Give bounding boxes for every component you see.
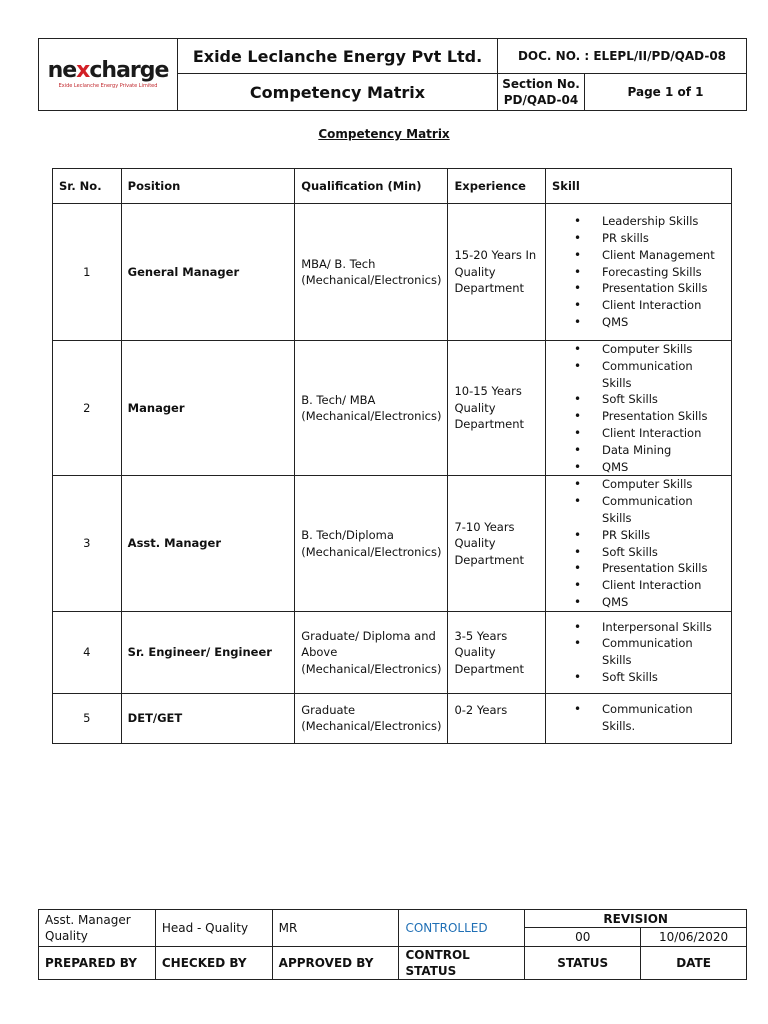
logo-subtitle: Exide Leclanche Energy Private Limited bbox=[58, 83, 158, 89]
list-item: • Client Interaction bbox=[574, 425, 725, 442]
table-row bbox=[53, 341, 732, 476]
list-item: • Presentation Skills bbox=[574, 560, 725, 577]
status-value: 00 bbox=[525, 928, 641, 947]
list-item: • QMS bbox=[574, 459, 725, 476]
list-item: • Computer Skills bbox=[574, 341, 725, 358]
list-item: • PR skills bbox=[574, 230, 725, 247]
table-row bbox=[53, 611, 732, 693]
header-position: Position bbox=[121, 169, 295, 204]
list-item: • Client Interaction bbox=[574, 577, 725, 594]
cell-skills bbox=[546, 341, 732, 476]
cell-sr-no: 5 bbox=[53, 693, 122, 743]
document-title: Competency Matrix bbox=[178, 74, 498, 110]
list-item: • Interpersonal Skills bbox=[574, 619, 725, 636]
cell-position: Asst. Manager bbox=[121, 476, 295, 611]
cell-skills bbox=[546, 476, 732, 611]
company-name: Exide Leclanche Energy Pvt Ltd. bbox=[178, 39, 498, 74]
control-status-value: CONTROLLED bbox=[399, 910, 525, 947]
list-item: • Communication Skills bbox=[574, 635, 725, 669]
cell-sr-no: 2 bbox=[53, 341, 122, 476]
list-item: • Communication Skills bbox=[574, 358, 725, 392]
skills-list bbox=[552, 619, 725, 686]
revision-label: REVISION bbox=[525, 910, 747, 928]
approval-footer bbox=[38, 909, 747, 980]
cell-skills bbox=[546, 693, 732, 743]
cell-skills bbox=[546, 204, 732, 341]
prepared-by-label: PREPARED BY bbox=[39, 947, 156, 980]
header-skill: Skill bbox=[546, 169, 732, 204]
list-item: • Leadership Skills bbox=[574, 213, 725, 230]
cell-experience: 3-5 Years Quality Department bbox=[448, 611, 546, 693]
section-value: PD/QAD-04 bbox=[503, 93, 579, 107]
cell-sr-no: 4 bbox=[53, 611, 122, 693]
cell-experience: 15-20 Years In Quality Department bbox=[448, 204, 546, 341]
checked-by-label: CHECKED BY bbox=[155, 947, 272, 980]
cell-position: Sr. Engineer/ Engineer bbox=[121, 611, 295, 693]
list-item: • Forecasting Skills bbox=[574, 264, 725, 281]
list-item: • QMS bbox=[574, 314, 725, 331]
control-status-label: CONTROL STATUS bbox=[399, 947, 525, 980]
cell-experience: 10-15 Years Quality Department bbox=[448, 341, 546, 476]
table-row bbox=[53, 693, 732, 743]
cell-position: Manager bbox=[121, 341, 295, 476]
list-item: • Soft Skills bbox=[574, 544, 725, 561]
header-qualification: Qualification (Min) bbox=[295, 169, 448, 204]
list-item: • Communication Skills bbox=[574, 493, 725, 527]
list-item: • Computer Skills bbox=[574, 476, 725, 493]
cell-experience: 7-10 Years Quality Department bbox=[448, 476, 546, 611]
cell-position: General Manager bbox=[121, 204, 295, 341]
date-label: DATE bbox=[641, 947, 747, 980]
cell-qualification: B. Tech/Diploma (Mechanical/Electronics) bbox=[295, 476, 448, 611]
footer-row-labels bbox=[39, 947, 747, 980]
cell-qualification: Graduate/ Diploma and Above (Mechanical/Electronics) bbox=[295, 611, 448, 693]
skills-list bbox=[552, 213, 725, 331]
cell-sr-no: 1 bbox=[53, 204, 122, 341]
footer-row-values-top bbox=[39, 910, 747, 928]
cell-skills bbox=[546, 611, 732, 693]
skills-list bbox=[552, 341, 725, 475]
list-item: • Client Interaction bbox=[574, 297, 725, 314]
cell-sr-no: 3 bbox=[53, 476, 122, 611]
cell-position: DET/GET bbox=[121, 693, 295, 743]
table-header-row bbox=[53, 169, 732, 204]
table-row bbox=[53, 204, 732, 341]
document-number: DOC. NO. : ELEPL/II/PD/QAD-08 bbox=[498, 39, 746, 74]
list-item: • Soft Skills bbox=[574, 391, 725, 408]
list-item: • QMS bbox=[574, 594, 725, 611]
list-item: • Client Management bbox=[574, 247, 725, 264]
skills-list bbox=[552, 476, 725, 610]
list-item: • Presentation Skills bbox=[574, 408, 725, 425]
approved-by-value: MR bbox=[272, 910, 399, 947]
cell-qualification: B. Tech/ MBA (Mechanical/Electronics) bbox=[295, 341, 448, 476]
table-row bbox=[53, 476, 732, 611]
list-item: • Soft Skills bbox=[574, 669, 725, 686]
status-label: STATUS bbox=[525, 947, 641, 980]
cell-qualification: MBA/ B. Tech (Mechanical/Electronics) bbox=[295, 204, 448, 341]
cell-qualification: Graduate (Mechanical/Electronics) bbox=[295, 693, 448, 743]
section-label: Section No. bbox=[502, 77, 580, 91]
date-value: 10/06/2020 bbox=[641, 928, 747, 947]
list-item: • Data Mining bbox=[574, 442, 725, 459]
section-number bbox=[498, 74, 585, 110]
page-number: Page 1 of 1 bbox=[627, 85, 704, 99]
approved-by-label: APPROVED BY bbox=[272, 947, 399, 980]
header-experience: Experience bbox=[448, 169, 546, 204]
competency-table bbox=[52, 168, 732, 744]
checked-by-value: Head - Quality bbox=[155, 910, 272, 947]
header-sr-no: Sr. No. bbox=[53, 169, 122, 204]
company-logo bbox=[39, 39, 178, 110]
list-item: • PR Skills bbox=[574, 527, 725, 544]
list-item: • Presentation Skills bbox=[574, 280, 725, 297]
prepared-by-value: Asst. Manager Quality bbox=[39, 910, 156, 947]
cell-experience: 0-2 Years bbox=[448, 693, 546, 743]
skills-list bbox=[552, 701, 725, 735]
logo-wordmark: nexcharge bbox=[47, 58, 169, 83]
list-item: • Communication Skills. bbox=[574, 701, 725, 735]
page-caption: Competency Matrix bbox=[318, 127, 450, 141]
document-header bbox=[38, 38, 747, 111]
